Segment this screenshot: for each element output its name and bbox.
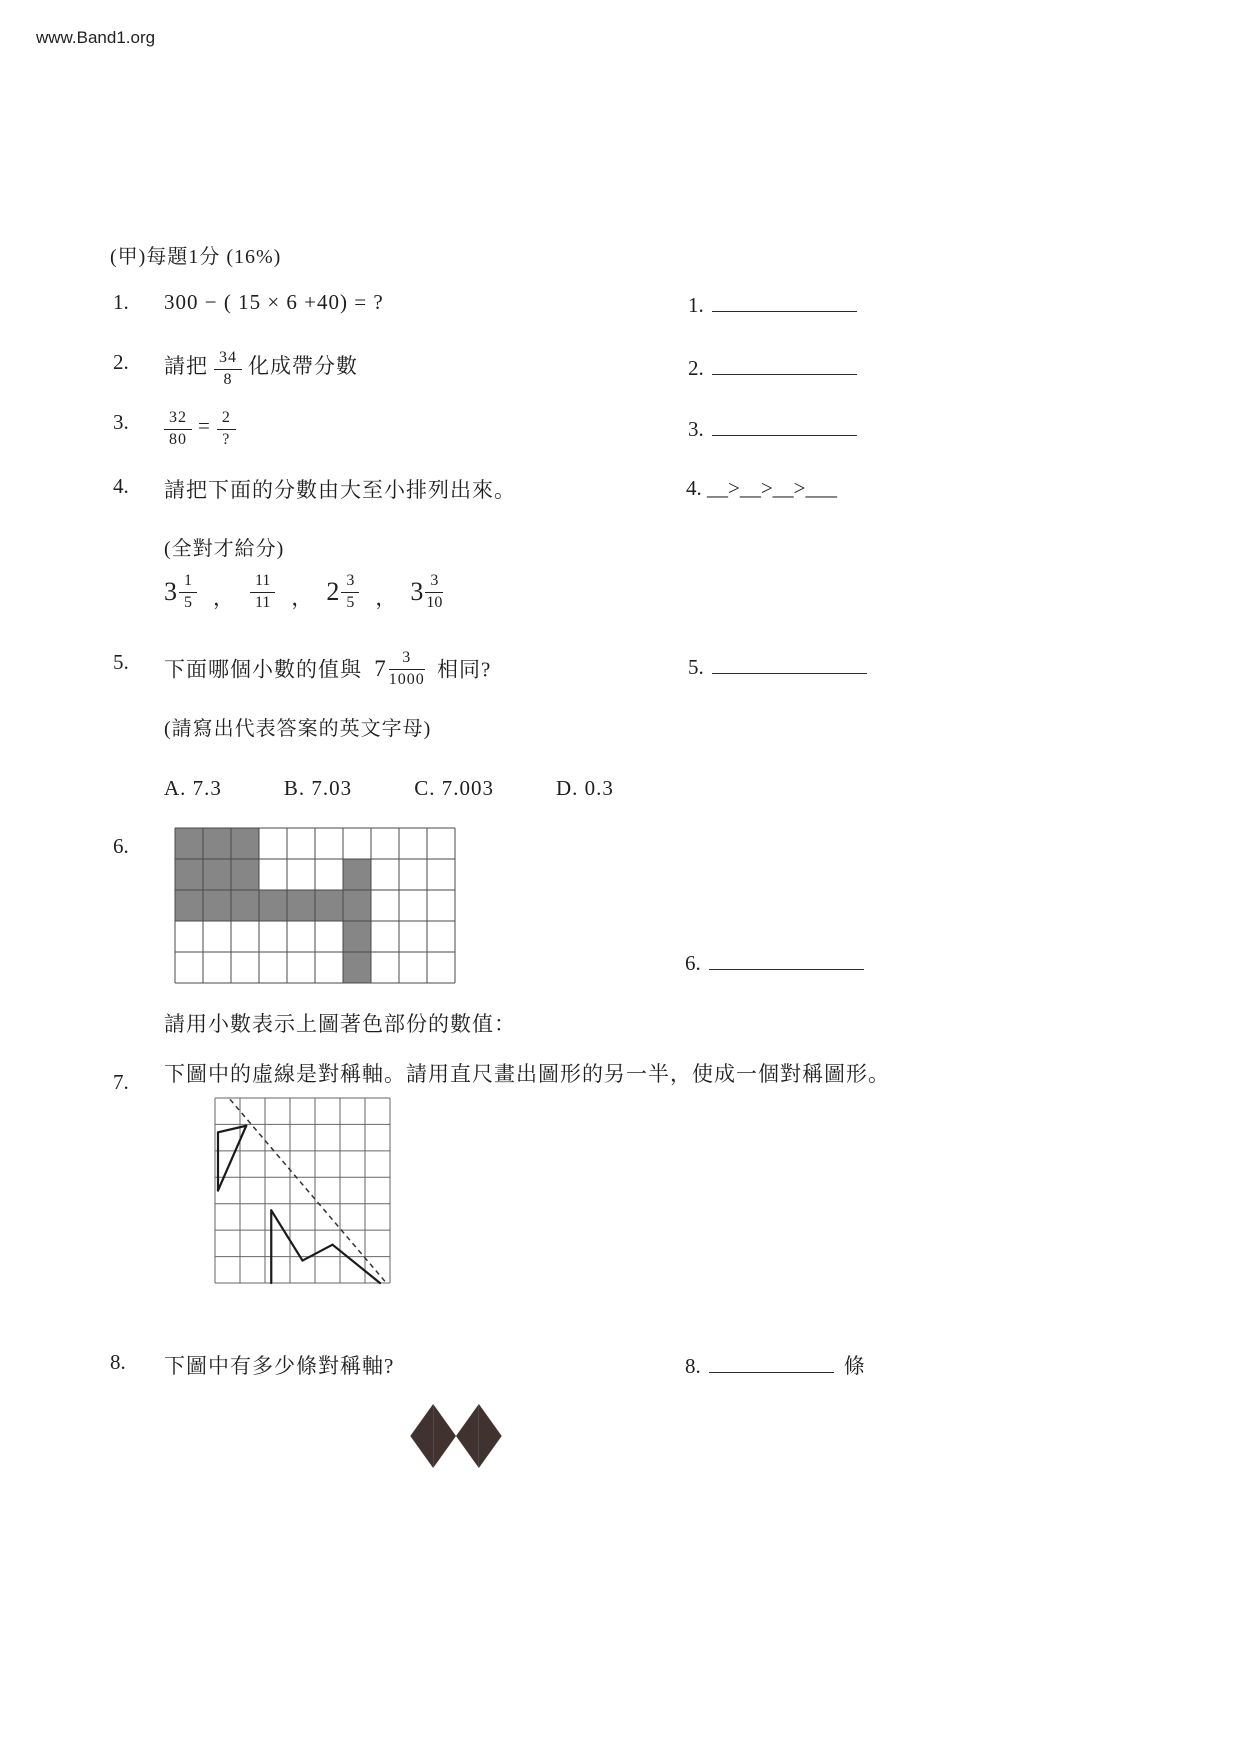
q1-text: 300 − ( 15 × 6 +40) = ? (164, 290, 384, 314)
q4-fraction-1-whole: 3 (164, 577, 177, 606)
fraction-separator: ， (213, 586, 234, 610)
q2-fraction (214, 350, 242, 389)
logo-center-left-triangle (433, 1404, 456, 1468)
q4-fraction-3-whole: 2 (326, 577, 340, 606)
q6-answer-label: 6. (685, 951, 701, 975)
q3-answer (688, 414, 857, 442)
q2-text-post: 化成帶分數 (248, 354, 358, 378)
q4-fraction-2-frac (250, 573, 275, 612)
q5-number: 5. (113, 650, 129, 674)
q4-fraction-4-whole: 3 (410, 577, 424, 606)
q6-answer (685, 948, 864, 976)
q4-number: 4. (113, 474, 129, 498)
q1-answer (688, 290, 857, 318)
q4-fraction-4-denominator: 10 (426, 593, 443, 611)
q4-fraction-4-frac (425, 573, 443, 612)
q5-text-post: 相同? (437, 657, 492, 682)
q5-answer (688, 652, 867, 680)
q8-text: 下圖中有多少條對稱軸? (164, 1354, 395, 1378)
q3-left-denominator: 80 (169, 430, 187, 448)
q3-answer-line (712, 414, 857, 436)
hexagon-logo-icon (410, 1404, 502, 1468)
q5-mixed-whole: 7 (374, 656, 387, 682)
q5-answer-label: 5. (688, 655, 704, 679)
q4-fraction-list (164, 572, 445, 612)
q4-fraction-4-numerator: 3 (425, 573, 443, 593)
q6-answer-line (709, 948, 864, 970)
q4-note: (全對才給分) (164, 538, 285, 560)
q3-number: 3. (113, 410, 129, 434)
q8-answer-label: 8. (685, 1354, 701, 1378)
q4-fraction-1 (164, 573, 197, 612)
q2-text (164, 350, 358, 389)
q2-answer-label: 2. (688, 356, 704, 380)
q4-fraction-4 (410, 573, 443, 612)
q4-answer (686, 476, 837, 501)
q5-options (164, 776, 614, 801)
q4-fraction-2-denominator: 11 (255, 593, 271, 611)
q4-answer-blanks: __>__>__>___ (707, 476, 838, 500)
q4-text: 請把下面的分數由大至小排列出來。 (164, 478, 516, 502)
q5-mixed-numerator: 3 (389, 650, 425, 670)
q5-mixed-denominator: 1000 (388, 670, 425, 688)
q4-fraction-3-numerator: 3 (341, 573, 359, 593)
q7-number: 7. (113, 1070, 129, 1094)
q4-fraction-1-denominator: 5 (184, 593, 192, 611)
q3-left-fraction (164, 410, 192, 449)
fraction-separator: ， (291, 586, 313, 610)
q1-answer-label: 1. (688, 293, 704, 317)
q4-fraction-3 (326, 573, 359, 612)
q3-right-numerator: 2 (217, 410, 236, 430)
q8-answer (685, 1350, 865, 1380)
q7-grid (215, 1098, 390, 1283)
q8-answer-unit: 條 (843, 1354, 865, 1378)
q5-answer-line (712, 652, 867, 674)
q2-answer-line (712, 353, 857, 375)
q4-fraction-2 (248, 573, 275, 612)
q3-answer-label: 3. (688, 417, 704, 441)
q5-option-c: C. 7.003 (414, 776, 494, 800)
q4-answer-label: 4. (686, 476, 702, 500)
q4-fraction-1-numerator: 1 (179, 573, 197, 593)
q5-mixed-number (374, 650, 425, 689)
q5-text (164, 650, 491, 689)
q8-answer-line (709, 1351, 834, 1373)
logo-left-wing (410, 1404, 433, 1468)
q2-fraction-numerator: 34 (214, 350, 242, 370)
logo-right-wing (479, 1404, 502, 1468)
q8-number: 8. (110, 1350, 126, 1374)
q4-fraction-2-numerator: 11 (250, 573, 275, 593)
section-header: (甲)每題1分 (16%) (110, 246, 282, 268)
q1-answer-line (712, 290, 857, 312)
q5-option-b: B. 7.03 (283, 776, 353, 800)
q5-option-d: D. 0.3 (555, 776, 614, 800)
q4-fraction-3-denominator: 5 (346, 593, 355, 611)
q4-fraction-1-frac (179, 573, 197, 612)
q2-fraction-denominator: 8 (223, 371, 233, 389)
fraction-separator: ， (375, 586, 397, 610)
q5-mixed-frac (389, 650, 425, 689)
q7-text: 下圖中的虛線是對稱軸。請用直尺畫出圖形的另一半，使成一個對稱圖形。 (164, 1062, 890, 1086)
q1-number: 1. (113, 290, 129, 314)
q2-text-pre: 請把 (164, 354, 208, 378)
site-watermark: www.Band1.org (36, 28, 156, 47)
q2-answer (688, 353, 857, 381)
q3-right-denominator: ? (222, 430, 231, 448)
q4-fraction-3-frac (341, 573, 359, 612)
q5-option-a: A. 7.3 (164, 776, 222, 800)
logo-center-right-triangle (456, 1404, 479, 1468)
q3-equation (164, 410, 242, 449)
q3-right-fraction (217, 410, 236, 449)
q3-equals-sign: = (198, 413, 211, 438)
q6-grid (175, 828, 455, 983)
q5-note: (請寫出代表答案的英文字母) (164, 718, 432, 740)
q6-number: 6. (113, 834, 129, 858)
q3-left-numerator: 32 (164, 410, 192, 430)
q2-number: 2. (113, 350, 129, 374)
q6-caption: 請用小數表示上圖著色部份的數值： (164, 1012, 516, 1036)
q5-text-pre: 下面哪個小數的值與 (164, 657, 362, 682)
